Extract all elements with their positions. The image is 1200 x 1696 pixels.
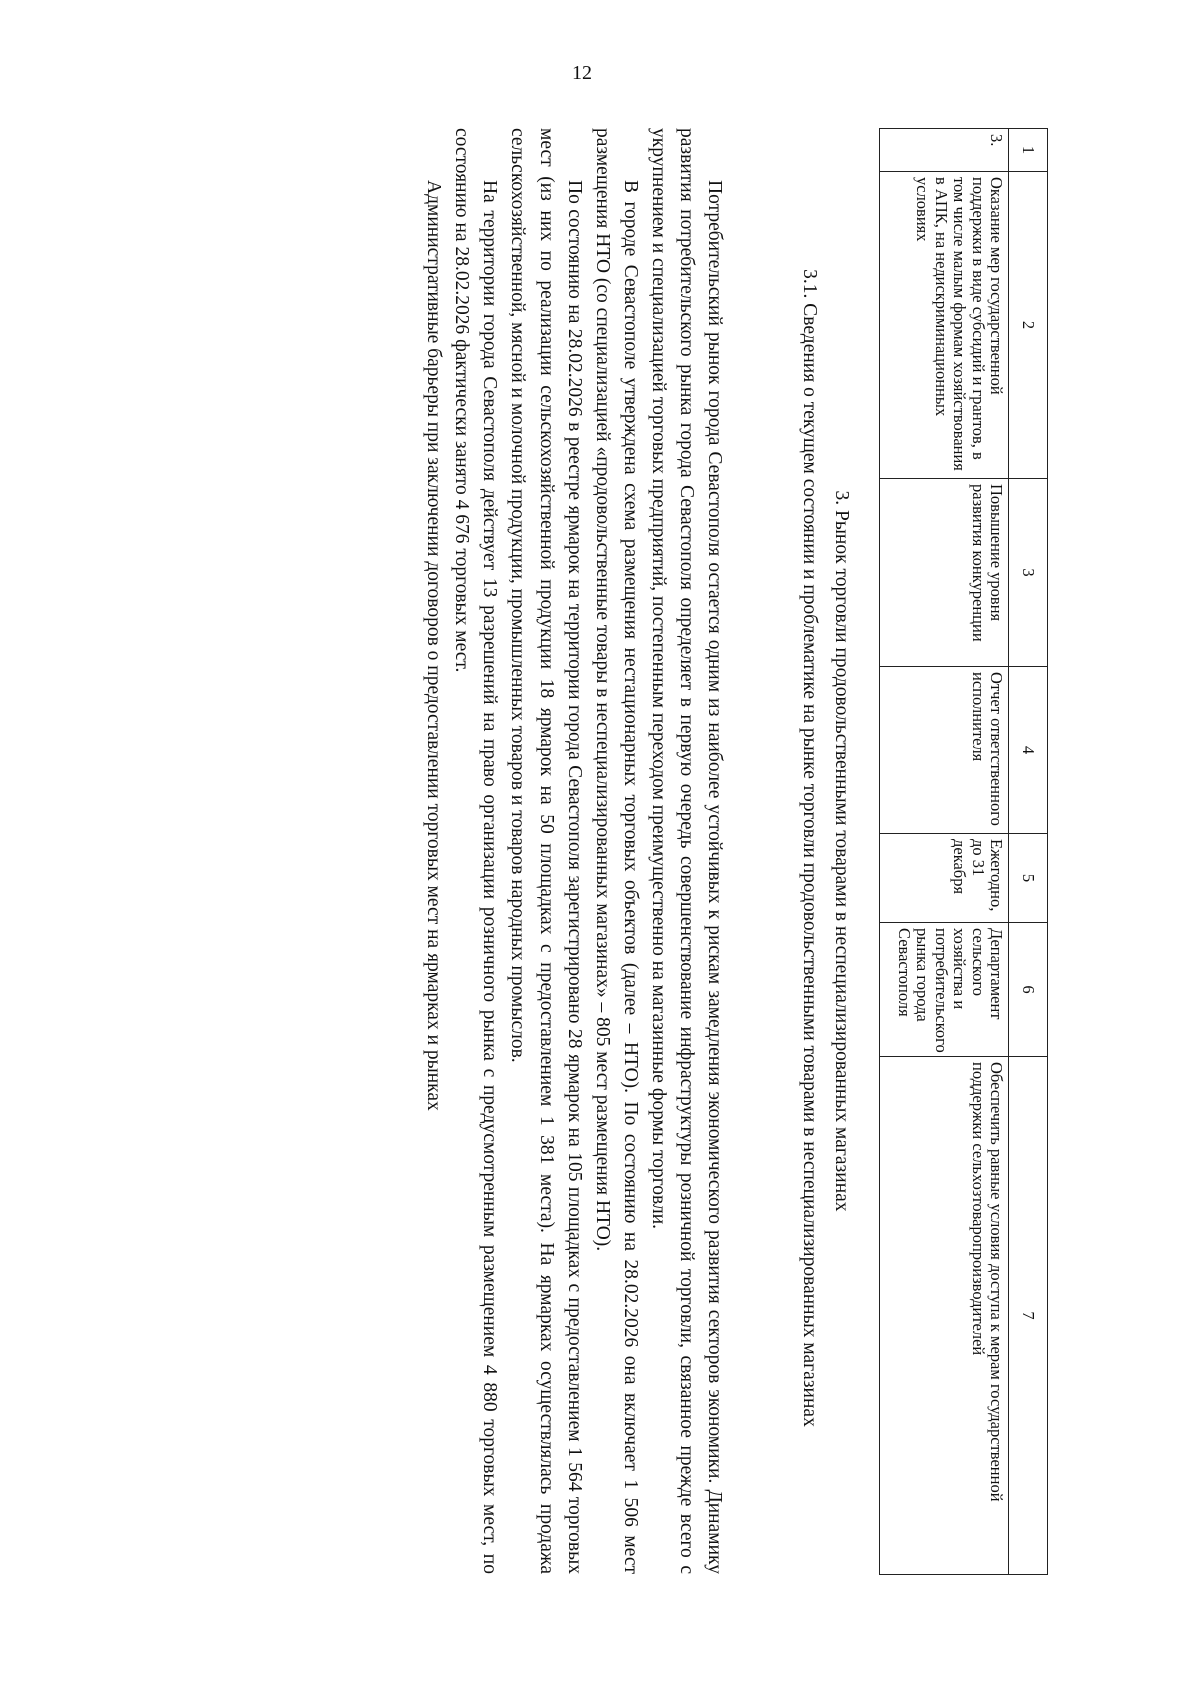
subsection-heading: 3.1. Сведения о текущем состоянии и проблематике на рынке торговли продовольственными товарами в неспециализированных магазинах [799, 269, 820, 1427]
section-heading: 3. Рынок торговли продовольственными товарами в неспециализированных магазинах [831, 490, 852, 1212]
table-header-cell: 4 [1009, 667, 1048, 834]
paragraph: Административные барьеры при заключении договоров о предоставлении торговых мест на ярмарках и рынках [423, 180, 445, 1111]
body-text [419, 128, 728, 1574]
deadline-cell: Ежегодно, до 31 декабря [880, 834, 1009, 923]
table-header-cell: 2 [1009, 172, 1048, 479]
paragraph: На территории города Севастополя действует 13 разрешений на право организации розничного рынка с предусмотренным размещением 4 880 торговых мест, по состоянию на 28.02.2026 фактически занято 4 676 торговых мест. [451, 128, 501, 1574]
table-header-cell: 6 [1009, 923, 1048, 1057]
paragraph: По состоянию на 28.02.2026 в реестре ярмарок на территории города Севастополя зарегистрировано 28 ярмарок на 105 площадках с предоставлением 1 564 торговых мест (из них по реализации сельскохозяйственной продукции 18 ярмарок на 50 площадках с предоставлением 1 381 места). На ярмарках осуществлялась продажа сельскохозяйственной, мясной и молочной продукции, промышленных товаров и товаров народных промыслов. [507, 128, 585, 1574]
table-header-row [1009, 129, 1048, 1575]
measure-cell: Оказание мер государственной поддержки в виде субсидий и грантов, в том числе малым формам хозяйствования в АПК, на недискриминационных условиях [880, 172, 1009, 479]
paragraph: В городе Севастополе утверждена схема размещения нестационарных торговых объектов (далее – НТО). По состоянию на 28.02.2026 она включает 1 506 мест размещения НТО (со специализацией «продовольственные товары в неспециализированных магазинах» – 805 мест размещения НТО). [591, 128, 641, 1574]
table-header-cell: 5 [1009, 834, 1048, 923]
result-cell: Повышение уровня развития конкуренции [880, 479, 1009, 667]
table-row [880, 129, 1009, 1575]
document-cell: Отчет ответственного исполнителя [880, 667, 1009, 834]
continuation-table [879, 128, 1048, 1575]
goal-cell: Обеспечить равные условия доступа к мерам государственной поддержки сельхозтоваропроизводителей [880, 1057, 1009, 1575]
table-header-cell: 7 [1009, 1057, 1048, 1575]
row-number: 3. [880, 129, 1009, 172]
page-number: 12 [572, 62, 592, 84]
rotated-page-content [228, 128, 1048, 1574]
table-header-cell: 1 [1009, 129, 1048, 172]
table-header-cell: 3 [1009, 479, 1048, 667]
executor-cell: Департамент сельского хозяйства и потребительского рынка города Севастополя [880, 923, 1009, 1057]
paragraph: Потребительский рынок города Севастополя остается одним из наиболее устойчивых к рискам замедления экономического развития секторов экономики. Динамику развития потребительского рынка города Севастополя определяет в первую очередь совершенствование инфраструктуры розничной торговли, связанное прежде всего с укрупнением и специализацией торговых предприятий, постепенным переходом преимущественно на магазинные формы торговли. [647, 128, 725, 1574]
